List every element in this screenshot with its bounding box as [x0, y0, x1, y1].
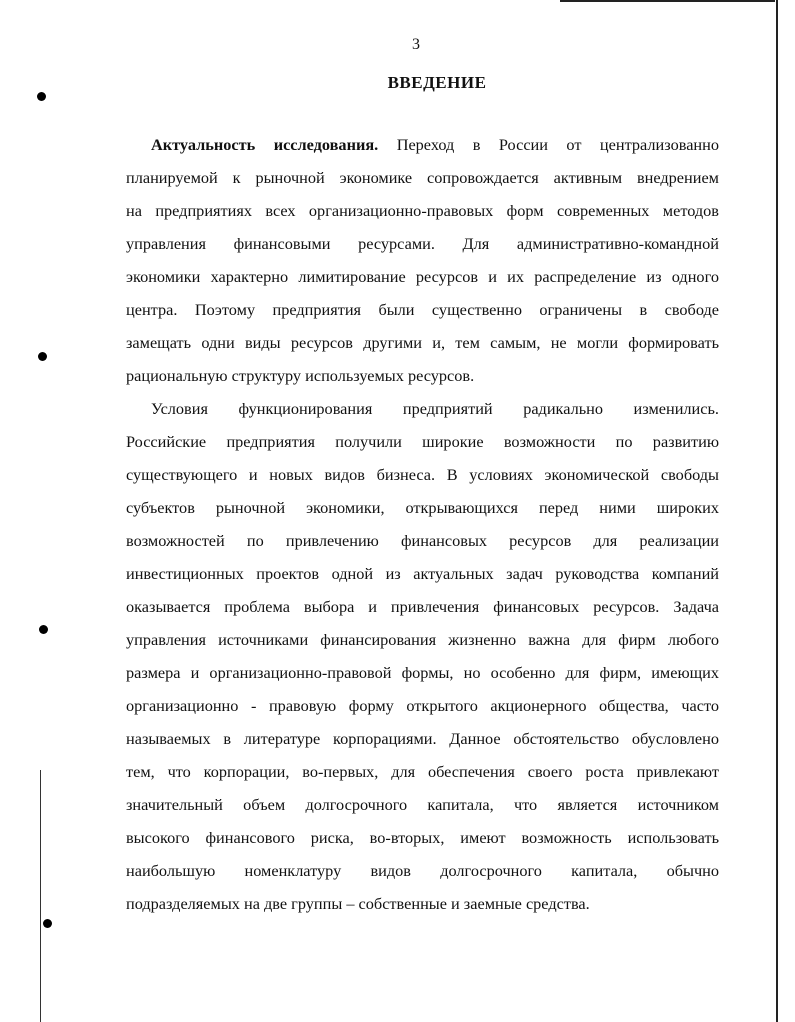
punch-hole-mark: [37, 92, 46, 101]
paragraph-line: высокого финансового риска, во-вторых, имеют возможность использовать: [126, 828, 719, 847]
paragraph-line: подразделяемых на две группы – собственные и заемные средства.: [126, 894, 590, 913]
scan-edge-left: [40, 770, 41, 1022]
paragraph-line: Условия функционирования предприятий радикально изменились.: [151, 399, 719, 418]
paragraph-line: инвестиционных проектов одной из актуальных задач руководства компаний: [126, 564, 719, 583]
paragraph-line: замещать одни виды ресурсов другими и, тем самым, не могли формировать: [126, 333, 719, 352]
paragraph-line: значительный объем долгосрочного капитала, что является источником: [126, 795, 719, 814]
punch-hole-mark: [43, 919, 52, 928]
paragraph-line: экономики характерно лимитирование ресурсов и их распределение из одного: [126, 267, 719, 286]
page-number: 3: [412, 36, 420, 53]
paragraph-line: наибольшую номенклатуру видов долгосрочного капитала, обычно: [126, 861, 719, 880]
section-title: ВВЕДЕНИЕ: [387, 73, 487, 92]
punch-hole-mark: [38, 352, 47, 361]
paragraph-line: субъектов рыночной экономики, открывающихся перед ними широких: [126, 498, 719, 517]
paragraph-line: размера и организационно-правовой формы, но особенно для фирм, имеющих: [126, 663, 719, 682]
scan-edge-right: [776, 0, 778, 1022]
paragraph-line: на предприятиях всех организационно-правовых форм современных методов: [126, 201, 719, 220]
paragraph-line: рациональную структуру используемых ресурсов.: [126, 366, 475, 385]
paragraph-line: организационно - правовую форму открытого акционерного общества, часто: [126, 696, 719, 715]
paragraph-line: управления источниками финансирования жизненно важна для фирм любого: [126, 630, 719, 649]
lead-phrase: Актуальность исследования.: [151, 135, 379, 154]
paragraph-line: планируемой к рыночной экономике сопровождается активным внедрением: [126, 168, 719, 187]
scan-edge-top: [560, 0, 775, 2]
paragraph-line: существующего и новых видов бизнеса. В условиях экономической свободы: [126, 465, 719, 484]
paragraph-line: Актуальность исследования. Переход в России от централизованно: [151, 135, 719, 154]
paragraph-line: тем, что корпорации, во-первых, для обеспечения своего роста привлекают: [126, 762, 719, 781]
paragraph-line: возможностей по привлечению финансовых ресурсов для реализации: [126, 531, 719, 550]
paragraph-line: управления финансовыми ресурсами. Для административно-командной: [126, 234, 719, 253]
paragraph-line: Российские предприятия получили широкие возможности по развитию: [126, 432, 719, 451]
paragraph-line: называемых в литературе корпорациями. Данное обстоятельство обусловлено: [126, 729, 719, 748]
punch-hole-mark: [39, 625, 48, 634]
body-text: [126, 128, 719, 920]
paragraph-line: центра. Поэтому предприятия были существенно ограничены в свободе: [126, 300, 719, 319]
paragraph-line: оказывается проблема выбора и привлечения финансовых ресурсов. Задача: [126, 597, 719, 616]
